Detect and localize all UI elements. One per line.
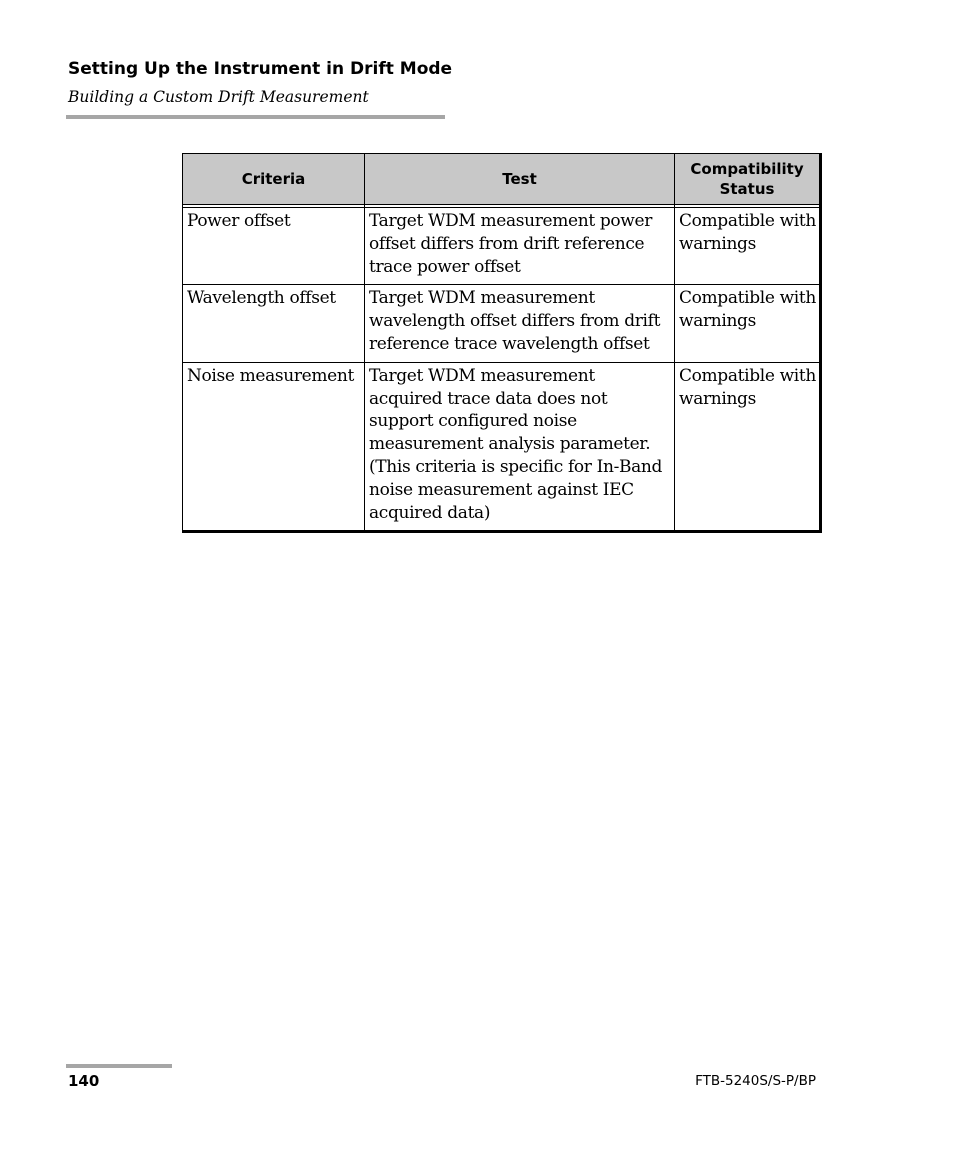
compatibility-table-container xyxy=(182,153,820,533)
status-cell: Compatible with warnings xyxy=(675,285,821,362)
status-cell: Compatible with warnings xyxy=(675,362,821,532)
header-divider xyxy=(66,115,445,119)
test-cell: Target WDM measurement acquired trace data does not support configured noise measurement analysis parameter. (This criteria is specific for In-Band noise measurement against IEC acquired data) xyxy=(365,362,675,532)
table-row xyxy=(183,285,821,362)
status-cell: Compatible with warnings xyxy=(675,208,821,285)
criteria-cell: Noise measurement xyxy=(183,362,365,532)
criteria-cell: Wavelength offset xyxy=(183,285,365,362)
compatibility-table xyxy=(182,153,822,533)
test-cell: Target WDM measurement wavelength offset differs from drift reference trace wavelength offset xyxy=(365,285,675,362)
criteria-cell: Power offset xyxy=(183,208,365,285)
column-header-status: Compatibility Status xyxy=(675,154,821,205)
product-model: FTB-5240S/S-P/BP xyxy=(695,1073,816,1089)
column-header-criteria: Criteria xyxy=(183,154,365,205)
table-row xyxy=(183,362,821,532)
section-subtitle: Building a Custom Drift Measurement xyxy=(68,88,369,106)
page-title: Setting Up the Instrument in Drift Mode xyxy=(68,59,453,79)
test-cell: Target WDM measurement power offset differs from drift reference trace power offset xyxy=(365,208,675,285)
footer-divider xyxy=(66,1064,172,1068)
table-header-row xyxy=(183,154,821,205)
column-header-test: Test xyxy=(365,154,675,205)
table-row xyxy=(183,208,821,285)
page-number: 140 xyxy=(68,1072,100,1090)
